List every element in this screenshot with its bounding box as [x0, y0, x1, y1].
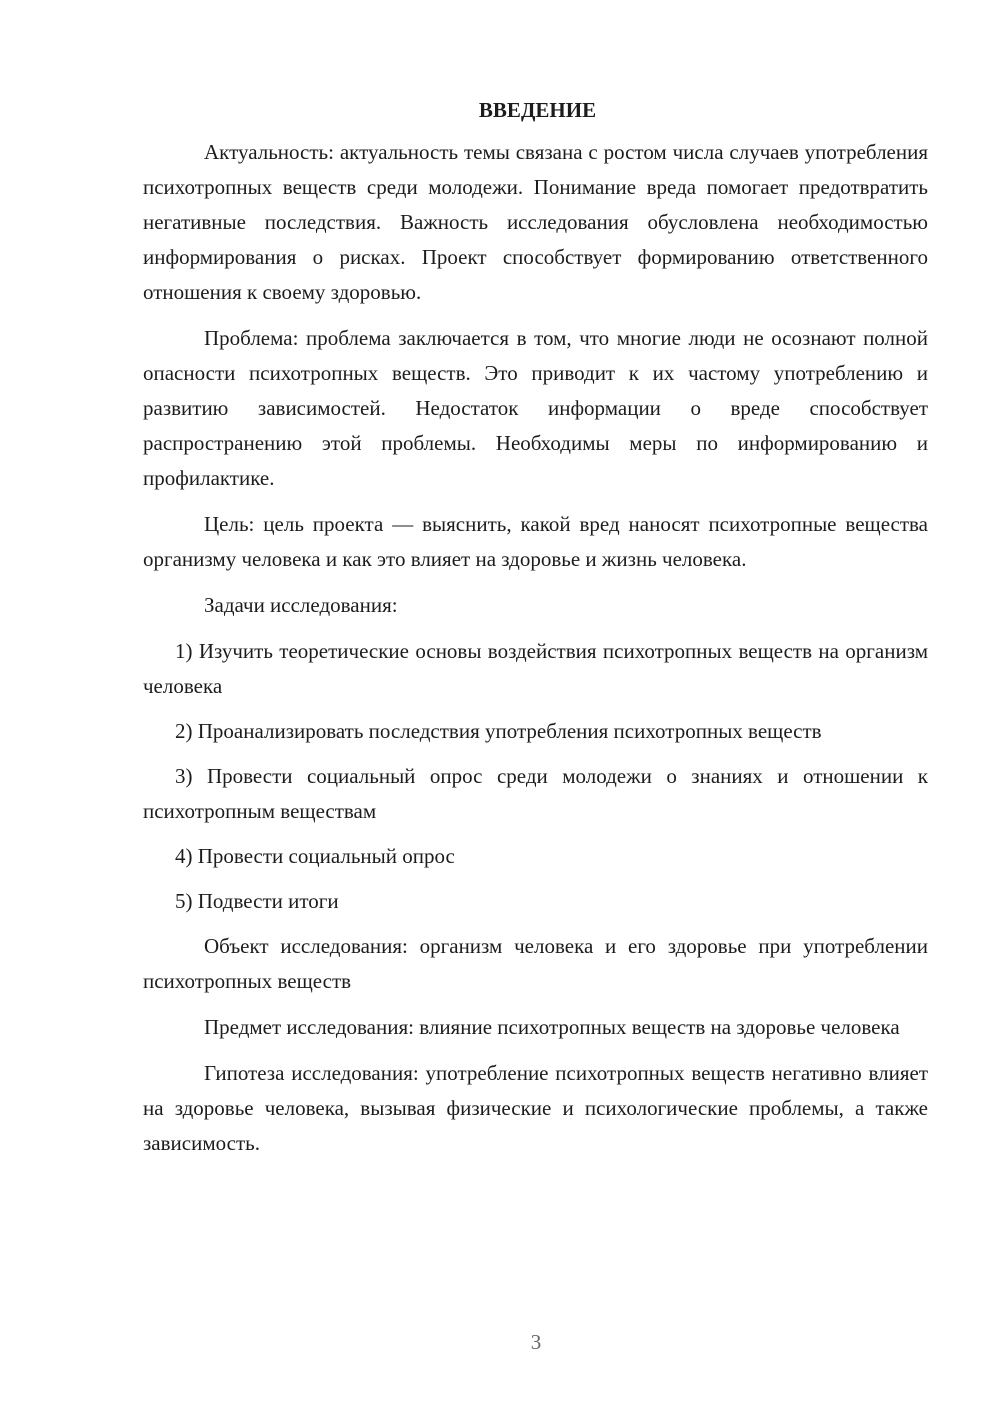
page-body: [143, 95, 928, 1172]
tasks-title: Задачи исследования:: [204, 593, 398, 617]
hypothesis-paragraph: Гипотеза исследования: употребление психотропных веществ негативно влияет на здоровье человека, вызывая физические и психологические проблемы, а также зависимость.: [143, 1061, 928, 1155]
relevance-paragraph: Актуальность: актуальность темы связана с ростом числа случаев употребления психотропных веществ среди молодежи. Понимание вреда помогает предотвратить негативные последствия. Важность исследования обусловлена необходимостью информирования о рисках. Проект способствует формированию ответственного отношения к своему здоровью.: [143, 140, 928, 304]
task-item: 5) Подвести итоги: [175, 889, 339, 913]
page-number: 3: [530, 1330, 542, 1354]
subject-paragraph: Предмет исследования: влияние психотропных веществ на здоровье человека: [204, 1015, 900, 1039]
page-title: ВВЕДЕНИЕ: [478, 98, 597, 122]
problem-paragraph: Проблема: проблема заключается в том, что многие люди не осознают полной опасности психотропных веществ. Это приводит к их частому употреблению и развитию зависимостей. Недостаток информации о вреде способствует распространению этой проблемы. Необходимы меры по информированию и профилактике.: [143, 326, 928, 490]
task-item: 3) Провести социальный опрос среди молодежи о знаниях и отношении к психотропным веществам: [143, 764, 928, 823]
goal-paragraph: Цель: цель проекта — выяснить, какой вред наносят психотропные вещества организму человека и как это влияет на здоровье и жизнь человека.: [143, 512, 928, 571]
object-paragraph: Объект исследования: организм человека и его здоровье при употреблении психотропных веществ: [143, 934, 928, 993]
task-item: 1) Изучить теоретические основы воздействия психотропных веществ на организм человека: [143, 639, 928, 698]
task-item: 4) Провести социальный опрос: [175, 844, 455, 868]
task-item: 2) Проанализировать последствия употребления психотропных веществ: [175, 719, 822, 743]
task-list: [143, 634, 928, 919]
